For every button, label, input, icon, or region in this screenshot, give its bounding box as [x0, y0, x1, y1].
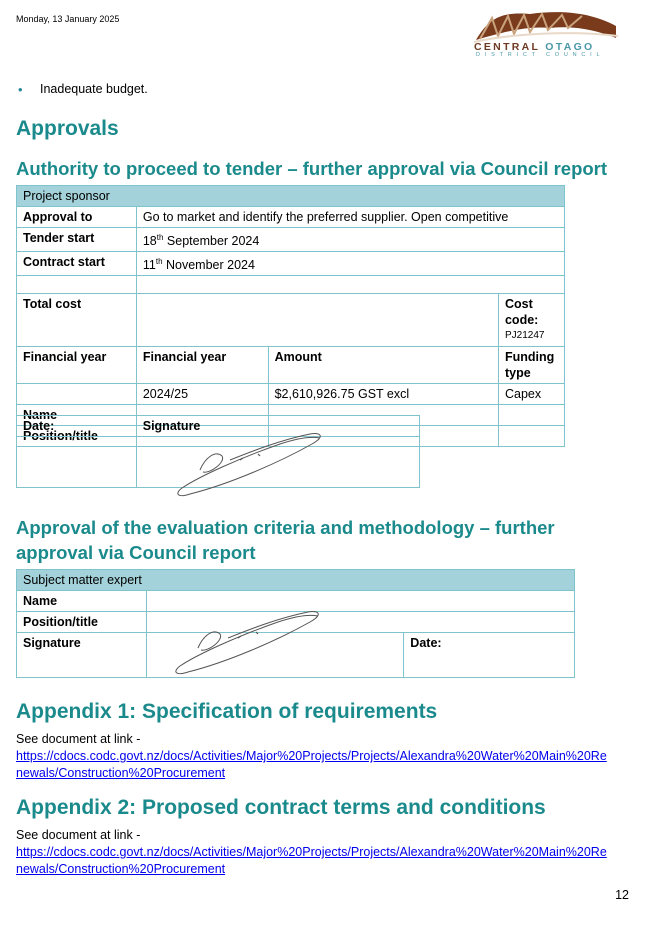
funding-type-column-header: Funding type — [498, 347, 564, 384]
total-cost-value — [136, 294, 498, 347]
sponsor-signature-label: Signature — [136, 416, 419, 437]
approval-to-label: Approval to — [17, 207, 137, 228]
sponsor-date-label: Date: — [17, 416, 137, 437]
subject-matter-expert-header: Subject matter expert — [17, 570, 575, 591]
blank-cell — [498, 426, 564, 447]
amount-value: $2,610,926.75 GST excl — [268, 384, 498, 405]
logo-wordmark: CENTRAL OTAGO — [474, 41, 595, 53]
expert-signature-mark — [168, 606, 328, 678]
expert-date-label: Date: — [404, 633, 575, 678]
financial-year-row-label: Financial year — [17, 347, 137, 384]
appendix-2-link[interactable]: https://cdocs.codc.govt.nz/docs/Activities/Major%20Projects/Projects/Alexandra%20Water%20Main%20Re newals/Construction%20Procurement — [16, 845, 607, 876]
appendix-2-intro: See document at link - — [16, 828, 141, 842]
tender-section-heading: Authority to proceed to tender – further approval via Council report — [16, 158, 608, 179]
expert-signature-label: Signature — [17, 633, 147, 678]
logo-subtitle: DISTRICT COUNCIL — [476, 52, 605, 58]
project-sponsor-header: Project sponsor — [17, 186, 565, 207]
blank-cell — [17, 276, 137, 294]
contract-start-label: Contract start — [17, 252, 137, 276]
contract-start-value: 11th November 2024 — [136, 252, 564, 276]
blank-cell — [17, 384, 137, 405]
bullet-marker: • — [18, 82, 23, 97]
evaluation-section-heading: Approval of the evaluation criteria and methodology – further approval via Council report — [16, 517, 555, 563]
tender-approval-table — [16, 185, 565, 447]
appendix-2-heading: Appendix 2: Proposed contract terms and conditions — [16, 796, 546, 819]
expert-name-label: Name — [17, 591, 147, 612]
blank-cell — [498, 405, 564, 426]
approvals-heading: Approvals — [16, 117, 119, 140]
approval-to-value: Go to market and identify the preferred supplier. Open competitive — [136, 207, 564, 228]
tender-start-value: 18th September 2024 — [136, 228, 564, 252]
sponsor-name-label: Name — [17, 405, 137, 426]
appendix-1-link[interactable]: https://cdocs.codc.govt.nz/docs/Activities/Major%20Projects/Projects/Alexandra%20Water%20Main%20Re newals/Construction%20Procurement — [16, 749, 607, 780]
tender-start-label: Tender start — [17, 228, 137, 252]
financial-year-value: 2024/25 — [136, 384, 268, 405]
expert-position-label: Position/title — [17, 612, 147, 633]
blank-cell — [136, 276, 564, 294]
total-cost-label: Total cost — [17, 294, 137, 347]
page-number: 12 — [615, 888, 629, 902]
cost-code-cell: Cost code: PJ21247 — [498, 294, 564, 347]
header-date: Monday, 13 January 2025 — [16, 14, 120, 24]
sponsor-position-label: Position/title — [17, 426, 137, 447]
amount-column-header: Amount — [268, 347, 498, 384]
sponsor-signature-mark — [170, 428, 330, 500]
sponsor-date-value — [17, 437, 137, 488]
appendix-1-intro: See document at link - — [16, 732, 141, 746]
funding-type-value: Capex — [498, 384, 564, 405]
appendix-1-heading: Appendix 1: Specification of requirements — [16, 700, 438, 723]
bullet-text: Inadequate budget. — [40, 82, 148, 96]
financial-year-column-header: Financial year — [136, 347, 268, 384]
